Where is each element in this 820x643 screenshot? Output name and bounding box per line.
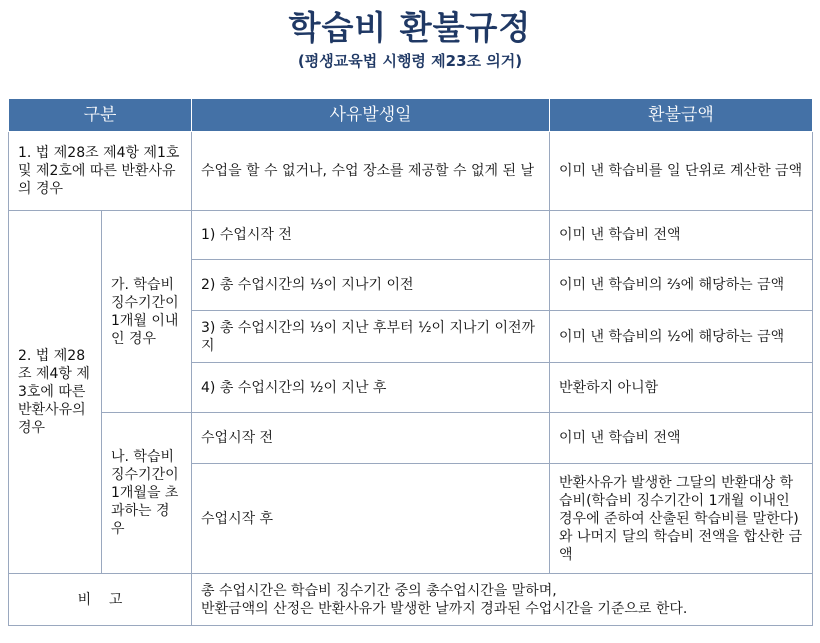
header-refund: 환불금액 bbox=[550, 99, 813, 132]
row2-a3-refund: 이미 낸 학습비의 ½에 해당하는 금액 bbox=[550, 311, 813, 363]
row2-b2-reason: 수업시작 후 bbox=[192, 464, 550, 574]
page-title: 학습비 환불규정 bbox=[288, 8, 532, 47]
row1-reason: 수업을 할 수 없거나, 수업 장소를 제공할 수 없게 된 날 bbox=[192, 132, 550, 211]
table-row bbox=[9, 413, 813, 464]
row2-a4-refund: 반환하지 아니함 bbox=[550, 363, 813, 413]
row2-b1-reason: 수업시작 전 bbox=[192, 413, 550, 464]
row2-a1-reason: 1) 수업시작 전 bbox=[192, 211, 550, 260]
table-row bbox=[9, 574, 813, 626]
row2-a4-reason: 4) 총 수업시간의 ½이 지난 후 bbox=[192, 363, 550, 413]
page-subtitle: (평생교육법 시행령 제23조 의거) bbox=[297, 52, 523, 70]
row2-a2-reason: 2) 총 수업시간의 ⅓이 지나기 이전 bbox=[192, 260, 550, 311]
note-text bbox=[192, 574, 813, 626]
row2-a3-reason: 3) 총 수업시간의 ⅓이 지난 후부터 ½이 지나기 이전까지 bbox=[192, 311, 550, 363]
row2-a2-refund: 이미 낸 학습비의 ⅔에 해당하는 금액 bbox=[550, 260, 813, 311]
table-row bbox=[9, 211, 813, 260]
row2-category: 2. 법 제28조 제4항 제3호에 따른 반환사유의 경우 bbox=[9, 211, 102, 574]
note-line-1: 총 수업시간은 학습비 징수기간 중의 총수업시간을 말하며, bbox=[201, 582, 557, 599]
note-line-2: 반환금액의 산정은 반환사유가 발생한 날까지 경과된 수업시간을 기준으로 한다. bbox=[201, 600, 688, 617]
header-category: 구분 bbox=[9, 99, 192, 132]
row1-category: 1. 법 제28조 제4항 제1호 및 제2호에 따른 반환사유의 경우 bbox=[9, 132, 192, 211]
row1-refund: 이미 낸 학습비를 일 단위로 계산한 금액 bbox=[550, 132, 813, 211]
row2-b1-refund: 이미 낸 학습비 전액 bbox=[550, 413, 813, 464]
table-row bbox=[9, 132, 813, 211]
row2-sub-a: 가. 학습비 징수기간이 1개월 이내인 경우 bbox=[102, 211, 192, 413]
row2-sub-b: 나. 학습비 징수기간이 1개월을 초과하는 경우 bbox=[102, 413, 192, 574]
refund-policy-table bbox=[8, 98, 813, 626]
note-label: 비 고 bbox=[9, 574, 192, 626]
row2-a1-refund: 이미 낸 학습비 전액 bbox=[550, 211, 813, 260]
row2-b2-refund: 반환사유가 발생한 그달의 반환대상 학습비(학습비 징수기간이 1개월 이내인 경우에 준하여 산출된 학습비를 말한다)와 나머지 달의 학습비 전액을 합산한 금액 bbox=[550, 464, 813, 574]
header-reason: 사유발생일 bbox=[192, 99, 550, 132]
table-header-row bbox=[9, 99, 813, 132]
